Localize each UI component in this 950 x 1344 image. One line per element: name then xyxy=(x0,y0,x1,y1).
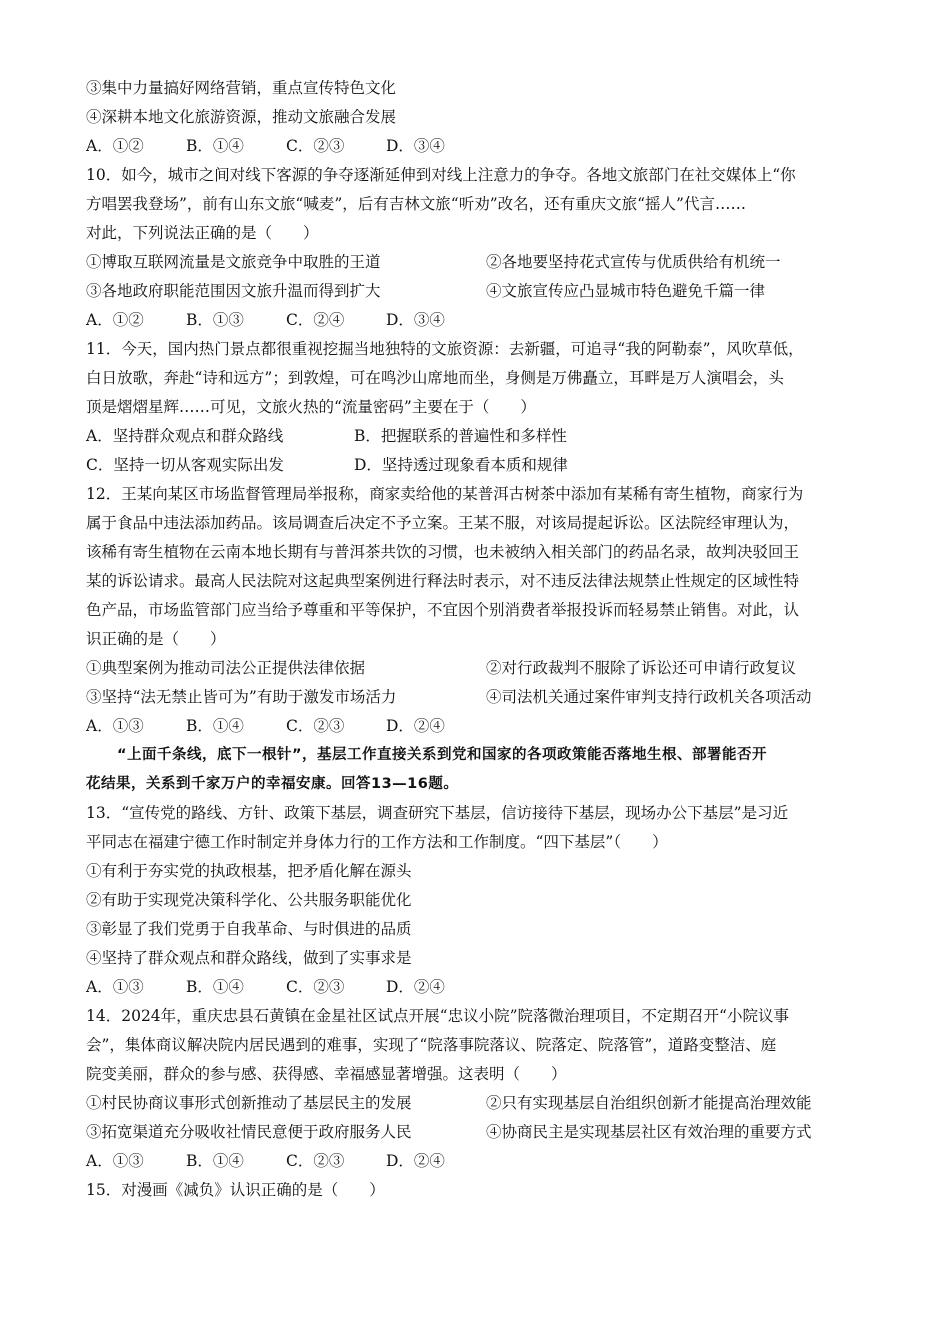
q10-option-1: ①博取互联网流量是文旅竞争中取胜的王道 xyxy=(86,253,381,271)
q12-stem-line: 该稀有寄生植物在云南本地长期有与普洱茶共饮的习惯，也未被纳入相关部门的药品名录，故判决驳回王 xyxy=(86,543,800,561)
q9-choices xyxy=(86,132,876,161)
q12-stem-line: 12．王某向某区市场监督管理局举报称，商家卖给他的某普洱古树茶中添加有某稀有寄生植物，商家行为 xyxy=(86,485,804,503)
choice-c: C．②③ xyxy=(286,137,345,155)
q9-option-3: ③集中力量搞好网络营销，重点宣传特色文化 xyxy=(86,79,397,97)
choice-a: A．①② xyxy=(86,311,144,329)
choice-b: B．①④ xyxy=(186,1152,244,1170)
q10-option-3: ③各地政府职能范围因文旅升温而得到扩大 xyxy=(86,282,381,300)
q12-option-3: ③坚持“法无禁止皆可为”有助于激发市场活力 xyxy=(86,688,397,706)
choice-d: D．②④ xyxy=(386,1152,445,1170)
q10-stem-line: 10．如今，城市之间对线下客源的争夺逐渐延伸到对线上注意力的争夺。各地文旅部门在社交媒体上“你 xyxy=(86,166,796,184)
choice-b: B．①④ xyxy=(186,137,244,155)
q12-stem-line: 某的诉讼请求。最高人民法院对这起典型案例进行释法时表示，对不违反法律法规禁止性规定的区域性特 xyxy=(86,572,800,590)
q11-stem-line: 白日放歌，奔赴“诗和远方”；到敦煌，可在鸣沙山席地而坐，身侧是万佛矗立，耳畔是万人演唱会，头 xyxy=(86,369,784,387)
q11-stem-line: 顶是熠熠星辉……可见，文旅火热的“流量密码”主要在于（ ） xyxy=(86,398,536,416)
choice-c: C．②③ xyxy=(286,717,345,735)
q14-option-4: ④协商民主是实现基层社区有效治理的重要方式 xyxy=(486,1123,812,1141)
q14-stem-line: 会”，集体商议解决院内居民遇到的难事，实现了“院落事院落议、院落定、院落管”，道路变整洁、庭 xyxy=(86,1036,777,1054)
q14-option-1: ①村民协商议事形式创新推动了基层民主的发展 xyxy=(86,1094,412,1112)
q12-stem-line: 属于食品中违法添加药品。该局调查后决定不予立案。王某不服，对该局提起诉讼。区法院经审理认为， xyxy=(86,514,800,532)
choice-b: B．①③ xyxy=(186,311,244,329)
q10-stem-line: 对此，下列说法正确的是（ ） xyxy=(86,224,319,242)
q11-option-row xyxy=(86,422,876,451)
q12-option-2: ②对行政裁判不服除了诉讼还可申请行政复议 xyxy=(486,659,797,677)
choice-d: D．②④ xyxy=(386,717,445,735)
choice-c: C．②③ xyxy=(286,1152,345,1170)
choice-d: D．③④ xyxy=(386,137,445,155)
q12-option-1: ①典型案例为推动司法公正提供法律依据 xyxy=(86,659,366,677)
q11-option-c: C．坚持一切从客观实际出发 xyxy=(86,456,284,474)
choice-c: C．②④ xyxy=(286,311,345,329)
q11-stem-line: 11．今天，国内热门景点都很重视挖掘当地独特的文旅资源：去新疆，可追寻“我的阿勒泰”，风吹草低， xyxy=(86,340,804,358)
exam-page xyxy=(86,74,876,1205)
q15-stem-line: 15．对漫画《减负》认识正确的是（ ） xyxy=(86,1181,385,1199)
choice-b: B．①④ xyxy=(186,978,244,996)
q11-option-b: B．把握联系的普遍性和多样性 xyxy=(354,427,567,445)
q11-option-a: A．坚持群众观点和群众路线 xyxy=(86,427,284,445)
q10-option-row xyxy=(86,277,876,306)
section-intro-line: 花结果，关系到千家万户的幸福安康。回答13—16题。 xyxy=(86,776,459,792)
q12-stem-line: 识正确的是（ ） xyxy=(86,630,226,648)
q10-stem-line: 方唱罢我登场”，前有山东文旅“喊麦”，后有吉林文旅“听劝”改名，还有重庆文旅“摇人”代言…… xyxy=(86,195,746,213)
q13-option-1: ①有利于夯实党的执政根基，把矛盾化解在源头 xyxy=(86,862,412,880)
q14-choices xyxy=(86,1147,876,1176)
choice-d: D．③④ xyxy=(386,311,445,329)
q10-option-2: ②各地要坚持花式宣传与优质供给有机统一 xyxy=(486,253,781,271)
q10-option-row xyxy=(86,248,876,277)
q10-option-4: ④文旅宣传应凸显城市特色避免千篇一律 xyxy=(486,282,766,300)
q14-option-row xyxy=(86,1089,876,1118)
q14-option-3: ③拓宽渠道充分吸收社情民意便于政府服务人民 xyxy=(86,1123,412,1141)
q12-stem-line: 色产品，市场监管部门应当给予尊重和平等保护，不宜因个别消费者举报投诉而轻易禁止销售。对此，认 xyxy=(86,601,800,619)
q11-option-d: D．坚持透过现象看本质和规律 xyxy=(354,456,568,474)
q13-option-2: ②有助于实现党决策科学化、公共服务职能优化 xyxy=(86,891,412,909)
q12-option-row xyxy=(86,683,876,712)
choice-a: A．①③ xyxy=(86,978,144,996)
choice-a: A．①③ xyxy=(86,717,144,735)
q14-option-2: ②只有实现基层自治组织创新才能提高治理效能 xyxy=(486,1094,812,1112)
q13-stem-line: 13．“宣传党的路线、方针、政策下基层，调查研究下基层，信访接待下基层，现场办公下基层”是习近 xyxy=(86,804,789,822)
q14-stem-line: 14．2024年，重庆忠县石黄镇在金星社区试点开展“忠议小院”院落微治理项目，不定期召开“小院议事 xyxy=(86,1007,789,1025)
q9-option-4: ④深耕本地文化旅游资源，推动文旅融合发展 xyxy=(86,108,397,126)
q10-choices xyxy=(86,306,876,335)
section-intro-line: “上面千条线，底下一根针”，基层工作直接关系到党和国家的各项政策能否落地生根、部署能否开 xyxy=(117,747,768,763)
q13-option-3: ③彰显了我们党勇于自我革命、与时俱进的品质 xyxy=(86,920,412,938)
q13-stem-line: 平同志在福建宁德工作时制定并身体力行的工作方法和工作制度。“四下基层”（ ） xyxy=(86,833,668,851)
choice-d: D．②④ xyxy=(386,978,445,996)
q14-stem-line: 院变美丽，群众的参与感、获得感、幸福感显著增强。这表明（ ） xyxy=(86,1065,567,1083)
q13-option-4: ④坚持了群众观点和群众路线，做到了实事求是 xyxy=(86,949,412,967)
q14-option-row xyxy=(86,1118,876,1147)
choice-a: A．①③ xyxy=(86,1152,144,1170)
choice-a: A．①② xyxy=(86,137,144,155)
q12-choices xyxy=(86,712,876,741)
q12-option-4: ④司法机关通过案件审判支持行政机关各项活动 xyxy=(486,688,812,706)
q12-option-row xyxy=(86,654,876,683)
choice-b: B．①④ xyxy=(186,717,244,735)
q11-option-row xyxy=(86,451,876,480)
q13-choices xyxy=(86,973,876,1002)
choice-c: C．②③ xyxy=(286,978,345,996)
